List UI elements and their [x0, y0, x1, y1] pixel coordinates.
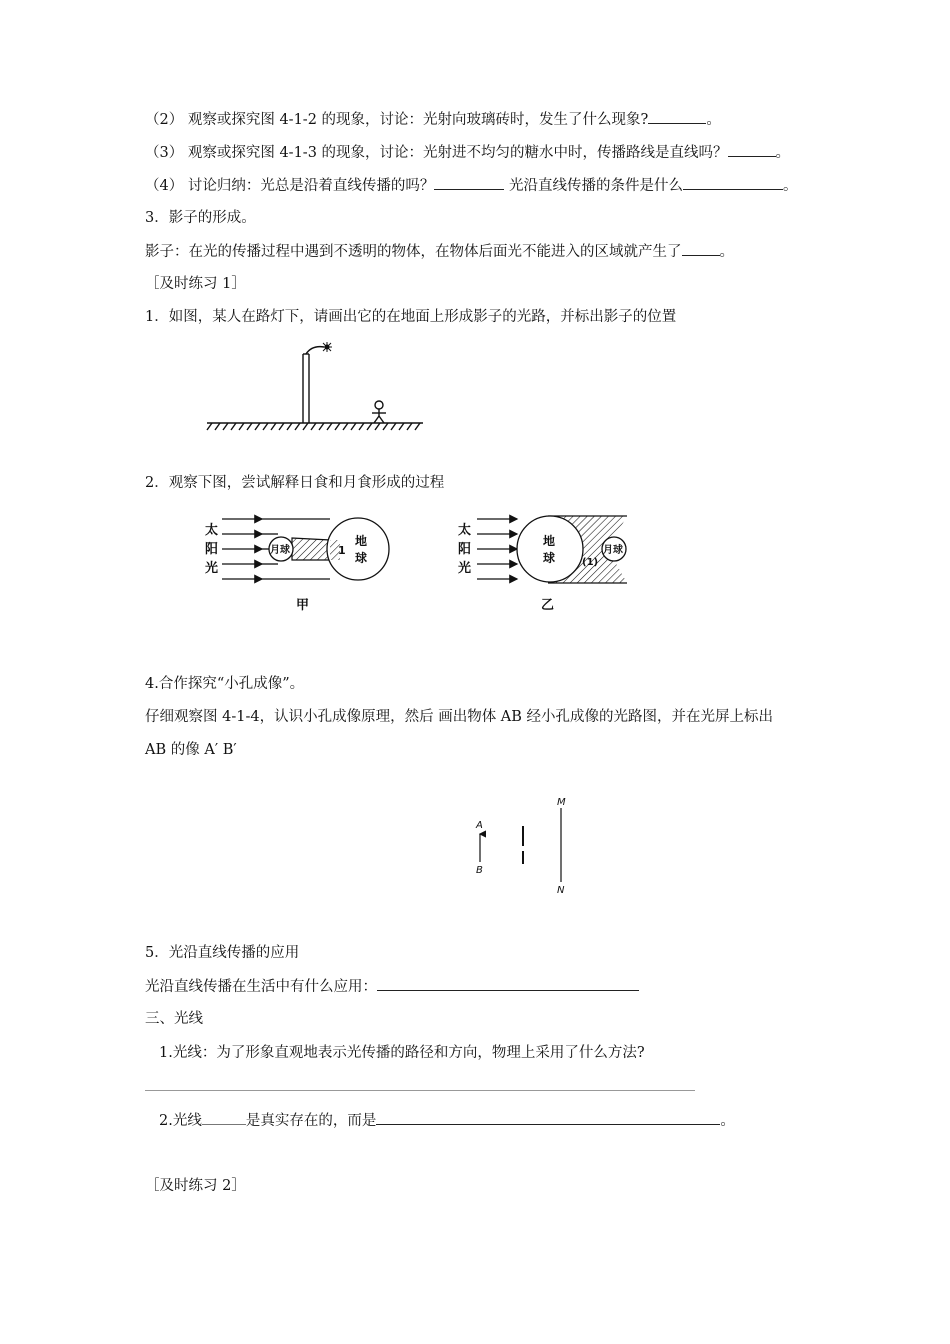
- practice-item-2: 2．观察下图，尝试解释日食和月食形成的过程: [145, 475, 445, 491]
- shadow-definition: 影子：在光的传播过程中遇到不透明的物体，在物体后面光不能进入的区域就产生了 。: [145, 241, 734, 262]
- section-4-title: 4.合作探究“小孔成像”。: [145, 676, 305, 692]
- label-m: M: [557, 797, 566, 808]
- answer-blank[interactable]: [202, 1110, 246, 1125]
- sun-label-3: 光: [458, 561, 472, 576]
- earth-label-1: 地: [355, 534, 368, 548]
- section-5-title: 5．光沿直线传播的应用: [145, 945, 300, 961]
- section-4-desc-1: 仔细观察图 4-1-4，认识小孔成像原理，然后 画出物体 AB 经小孔成像的光路图，并在光屏上标出: [145, 709, 774, 725]
- label-a: A: [476, 820, 483, 831]
- caption-right: 乙: [541, 598, 555, 613]
- practice-item-1: 1．如图，某人在路灯下，请画出它的在地面上形成影子的光路，并标出影子的位置: [145, 309, 677, 325]
- question-4: （4） 讨论归纳：光总是沿着直线传播的吗？ 光沿直线传播的条件是什么 。: [145, 175, 797, 196]
- sun-label-3: 光: [205, 561, 219, 576]
- earth-label-2: 球: [543, 551, 556, 565]
- shadow-mark: 1: [338, 544, 346, 557]
- sun-label-1: 太: [458, 523, 472, 538]
- caption-left: 甲: [296, 598, 310, 613]
- label-n: N: [557, 885, 565, 896]
- sun-label-2: 阳: [205, 542, 219, 557]
- section-3-title: 3．影子的形成。: [145, 210, 256, 226]
- answer-blank[interactable]: [376, 1110, 720, 1125]
- answer-blank[interactable]: [377, 976, 639, 991]
- section-three-title: 三、光线: [145, 1011, 203, 1027]
- moon-label: 月球: [270, 545, 290, 556]
- section-4-desc-2: AB 的像 A′ B′: [145, 742, 237, 758]
- moon-label: 月球: [603, 545, 623, 556]
- earth-label-2: 球: [355, 551, 368, 565]
- practice-2-title: ［及时练习 2］: [145, 1178, 246, 1194]
- sun-label-2: 阳: [458, 542, 472, 557]
- label-b: B: [476, 865, 483, 876]
- question-3: （3） 观察或探究图 4-1-3 的现象，讨论：光射进不均匀的糖水中时，传播路线是直线吗？ 。: [145, 142, 790, 163]
- answer-line[interactable]: [145, 1090, 695, 1091]
- ray-question-2: 2.光线 是真实存在的，而是 。: [159, 1110, 735, 1131]
- shadow-mark: (1): [582, 557, 599, 568]
- sun-label-1: 太: [205, 523, 219, 538]
- question-2: （2） 观察或探究图 4-1-2 的现象，讨论：光射向玻璃砖时，发生了什么现象? 。: [145, 109, 721, 130]
- earth-label-1: 地: [543, 534, 556, 548]
- practice-1-title: ［及时练习 1］: [145, 276, 246, 292]
- section-5-question: 光沿直线传播在生活中有什么应用：: [145, 976, 639, 997]
- ray-question-1: 1.光线：为了形象直观地表示光传播的路径和方向，物理上采用了什么方法?: [159, 1045, 645, 1061]
